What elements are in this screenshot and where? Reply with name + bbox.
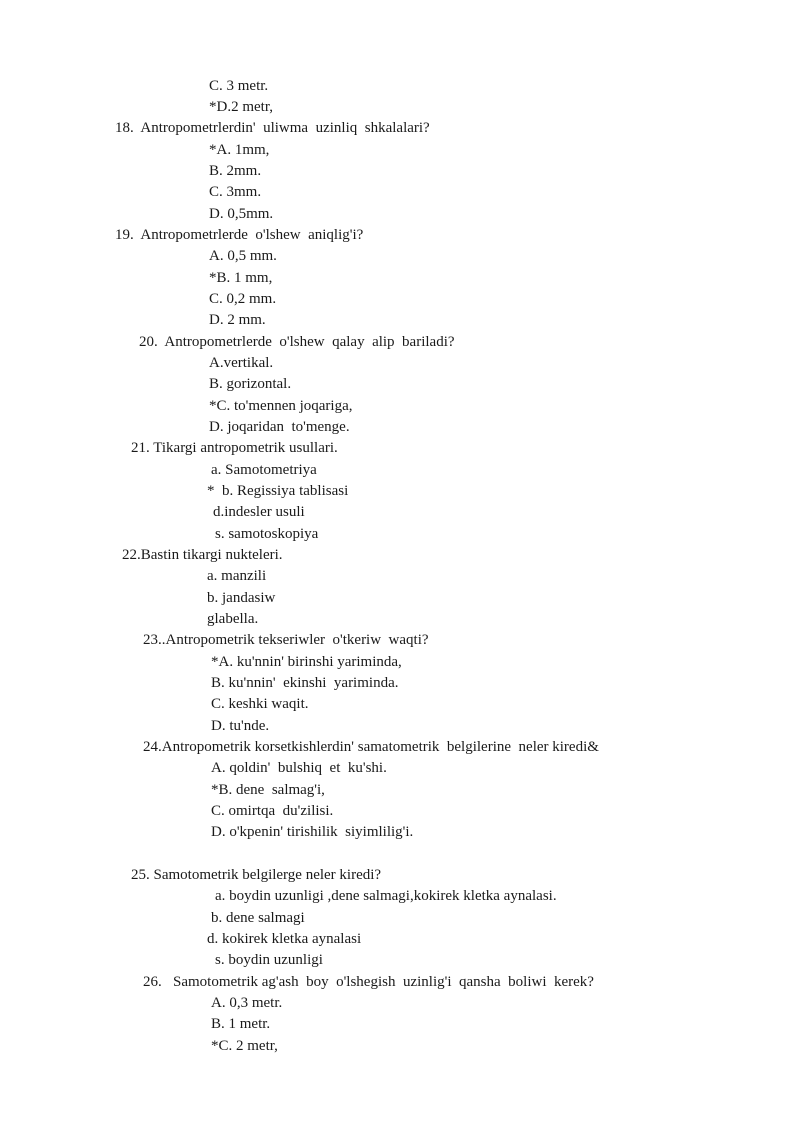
option-text: B. 2mm. bbox=[209, 163, 262, 179]
question-text: 26. Samotometrik ag'ash boy o'lshegish uzinlig'i qansha boliwi kerek? bbox=[143, 974, 594, 990]
option-text: a. manzili bbox=[207, 568, 267, 584]
option-text: C. 3 metr. bbox=[209, 78, 269, 94]
option-text: D. o'kpenin' tirishilik siyimlilig'i. bbox=[211, 824, 414, 840]
option-text: *A. ku'nnin' birinshi yariminda, bbox=[211, 654, 402, 670]
option-text: D. tu'nde. bbox=[211, 718, 270, 734]
option-text: B. ku'nnin' ekinshi yariminda. bbox=[211, 675, 399, 691]
option-text: C. omirtqa du'zilisi. bbox=[211, 803, 334, 819]
option-text: D. 2 mm. bbox=[209, 312, 266, 328]
option-text: d.indesler usuli bbox=[213, 504, 305, 520]
option-text: D. 0,5mm. bbox=[209, 206, 274, 222]
question-text: 22.Bastin tikargi nukteleri. bbox=[122, 547, 283, 563]
question-text: 23..Antropometrik tekseriwler o'tkeriw waqti? bbox=[143, 632, 429, 648]
option-text: s. samotoskopiya bbox=[215, 526, 319, 542]
option-text: *A. 1mm, bbox=[209, 142, 270, 158]
question-text: 18. Antropometrlerdin' uliwma uzinliq shkalalari? bbox=[115, 120, 430, 136]
question-text: 19. Antropometrlerde o'lshew aniqlig'i? bbox=[115, 227, 364, 243]
question-text: 20. Antropometrlerde o'lshew qalay alip bariladi? bbox=[139, 334, 455, 350]
option-text: C. 0,2 mm. bbox=[209, 291, 277, 307]
option-text: A. 0,3 metr. bbox=[211, 995, 283, 1011]
question-text: 24.Antropometrik korsetkishlerdin' samatometrik belgilerine neler kiredi& bbox=[143, 739, 599, 755]
option-text: b. dene salmagi bbox=[211, 910, 305, 926]
option-text: C. keshki waqit. bbox=[211, 696, 309, 712]
question-text: 25. Samotometrik belgilerge neler kiredi? bbox=[131, 867, 382, 883]
option-text: D. joqaridan to'menge. bbox=[209, 419, 350, 435]
option-text: *B. dene salmag'i, bbox=[211, 782, 325, 798]
question-text: 21. Tikargi antropometrik usullari. bbox=[131, 440, 338, 456]
option-text: C. 3mm. bbox=[209, 184, 262, 200]
option-text: glabella. bbox=[207, 611, 259, 627]
option-text: s. boydin uzunligi bbox=[215, 952, 323, 968]
option-text: a. Samotometriya bbox=[211, 462, 317, 478]
option-text: B. gorizontal. bbox=[209, 376, 292, 392]
option-text: d. kokirek kletka aynalasi bbox=[207, 931, 362, 947]
option-text: *B. 1 mm, bbox=[209, 270, 273, 286]
option-text: * b. Regissiya tablisasi bbox=[207, 483, 349, 499]
option-text: a. boydin uzunligi ,dene salmagi,kokirek kletka aynalasi. bbox=[215, 888, 557, 904]
option-text: A. qoldin' bulshiq et ku'shi. bbox=[211, 760, 387, 776]
option-text: A. 0,5 mm. bbox=[209, 248, 277, 264]
option-text: A.vertikal. bbox=[209, 355, 274, 371]
option-text: *C. to'mennen joqariga, bbox=[209, 398, 353, 414]
option-text: B. 1 metr. bbox=[211, 1016, 271, 1032]
option-text: *D.2 metr, bbox=[209, 99, 273, 115]
option-text: b. jandasiw bbox=[207, 590, 276, 606]
option-text: *C. 2 metr, bbox=[211, 1038, 278, 1054]
